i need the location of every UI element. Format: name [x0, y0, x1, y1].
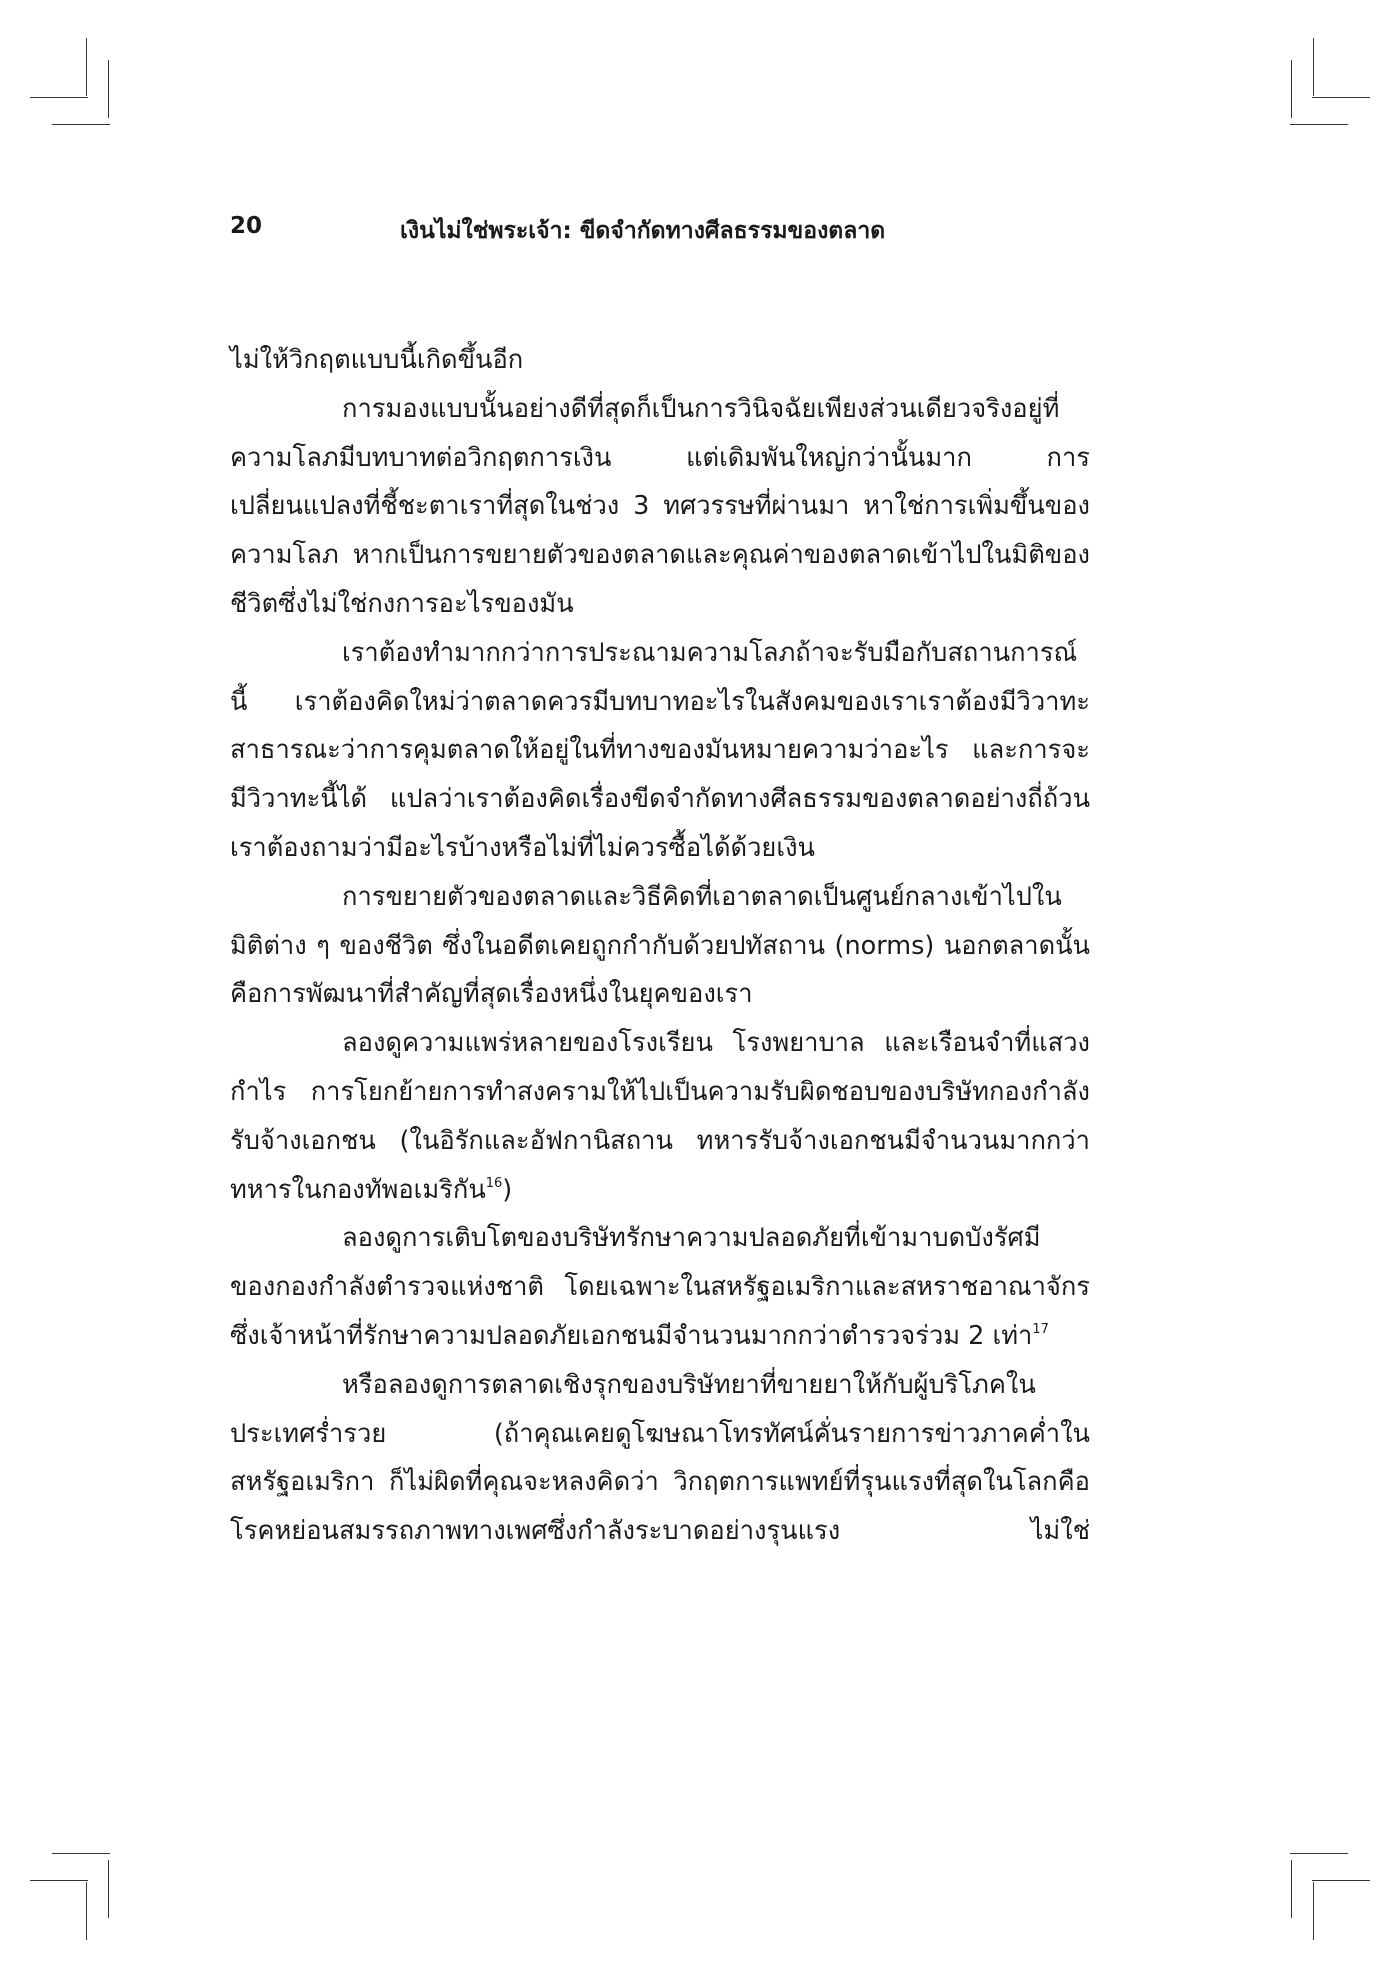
- paragraph: การมองแบบนั้นอย่างดีที่สุดก็เป็นการวินิจฉัยเพียงส่วนเดียวจริงอยู่ที่ความโลภมีบทบาทต่อวิกฤตการเงิน แต่เดิมพันใหญ่กว่านั้นมาก การเปลี่ยนแปลงที่ชี้ชะตาเราที่สุดในช่วง 3 ทศวรรษที่ผ่านมา หาใช่การเพิ่มขึ้นของความโลภ หากเป็นการขยายตัวของตลาดและคุณค่าของตลาดเข้าไปในมิติของชีวิตซึ่งไม่ใช่กงการอะไรของมัน: [230, 393, 1090, 619]
- crop-mark: [30, 97, 88, 98]
- footnote-marker: 17: [1032, 1321, 1049, 1337]
- page-header: [230, 213, 1090, 249]
- crop-mark: [1291, 60, 1292, 118]
- crop-mark: [108, 60, 109, 118]
- paragraph: การขยายตัวของตลาดและวิธีคิดที่เอาตลาดเป็นศูนย์กลางเข้าไปในมิติต่าง ๆ ของชีวิต ซึ่งในอดีตเคยถูกกำกับด้วยปทัสถาน (norms) นอกตลาดนั้นคือการพัฒนาที่สำคัญที่สุดเรื่องหนึ่งในยุคของเรา: [230, 881, 1090, 1010]
- page-number: 20: [230, 213, 263, 239]
- crop-mark: [1313, 38, 1314, 96]
- crop-mark: [108, 1860, 109, 1918]
- crop-mark: [1312, 1880, 1370, 1881]
- paragraph: ไม่ให้วิกฤตแบบนี้เกิดขึ้นอีก: [230, 345, 524, 375]
- crop-mark: [86, 38, 87, 96]
- crop-mark: [86, 1882, 87, 1940]
- paragraph: เราต้องทำมากกว่าการประณามความโลภถ้าจะรับมือกับสถานการณ์นี้ เราต้องคิดใหม่ว่าตลาดควรมีบทบาทอะไรในสังคมของเราเราต้องมีวิวาทะสาธารณะว่าการคุมตลาดให้อยู่ในที่ทางของมันหมายความว่าอะไร และการจะมีวิวาทะนี้ได้ แปลว่าเราต้องคิดเรื่องขีดจำกัดทางศีลธรรมของตลาดอย่างถี่ถ้วน เราต้องถามว่ามีอะไรบ้างหรือไม่ที่ไม่ควรซื้อได้ด้วยเงิน: [230, 637, 1090, 863]
- crop-mark: [52, 1853, 110, 1854]
- crop-mark: [1312, 97, 1370, 98]
- running-title: เงินไม่ใช่พระเจ้า: ขีดจำกัดทางศีลธรรมของตลาด: [400, 218, 886, 244]
- crop-mark: [30, 1880, 88, 1881]
- crop-mark: [1313, 1882, 1314, 1940]
- paragraph: ลองดูความแพร่หลายของโรงเรียน โรงพยาบาล และเรือนจำที่แสวงกำไร การโยกย้ายการทำสงครามให้ไปเป็นความรับผิดชอบของบริษัทกองกำลังรับจ้างเอกชน (ในอิรักและอัฟกานิสถาน ทหารรับจ้างเอกชนมีจำนวนมากกว่าทหารในกองทัพอเมริกัน$^{16}$): [230, 1028, 1090, 1205]
- crop-mark: [1291, 1860, 1292, 1918]
- crop-mark: [1290, 124, 1348, 125]
- crop-mark: [1290, 1853, 1348, 1854]
- crop-mark: [52, 124, 110, 125]
- paragraph: หรือลองดูการตลาดเชิงรุกของบริษัทยาที่ขายยาให้กับผู้บริโภคในประเทศร่ำรวย (ถ้าคุณเคยดูโฆษณาโทรทัศน์คั่นรายการข่าวภาคค่ำในสหรัฐอเมริกา ก็ไม่ผิดที่คุณจะหลงคิดว่า วิกฤตการแพทย์ที่รุนแรงที่สุดในโลกคือโรคหย่อนสมรรถภาพทางเพศซึ่งกำลังระบาดอย่างรุนแรง ไม่ใช่: [230, 1369, 1090, 1547]
- paragraph: ลองดูการเติบโตของบริษัทรักษาความปลอดภัยที่เข้ามาบดบังรัศมีของกองกำลังตำรวจแห่งชาติ โดยเฉพาะในสหรัฐอเมริกาและสหราชอาณาจักร ซึ่งเจ้าหน้าที่รักษาความปลอดภัยเอกชนมีจำนวนมากกว่าตำรวจร่วม 2 เท่า$^{17}$: [230, 1223, 1090, 1351]
- footnote-marker: 16: [485, 1175, 503, 1191]
- body-text: [230, 336, 1090, 1556]
